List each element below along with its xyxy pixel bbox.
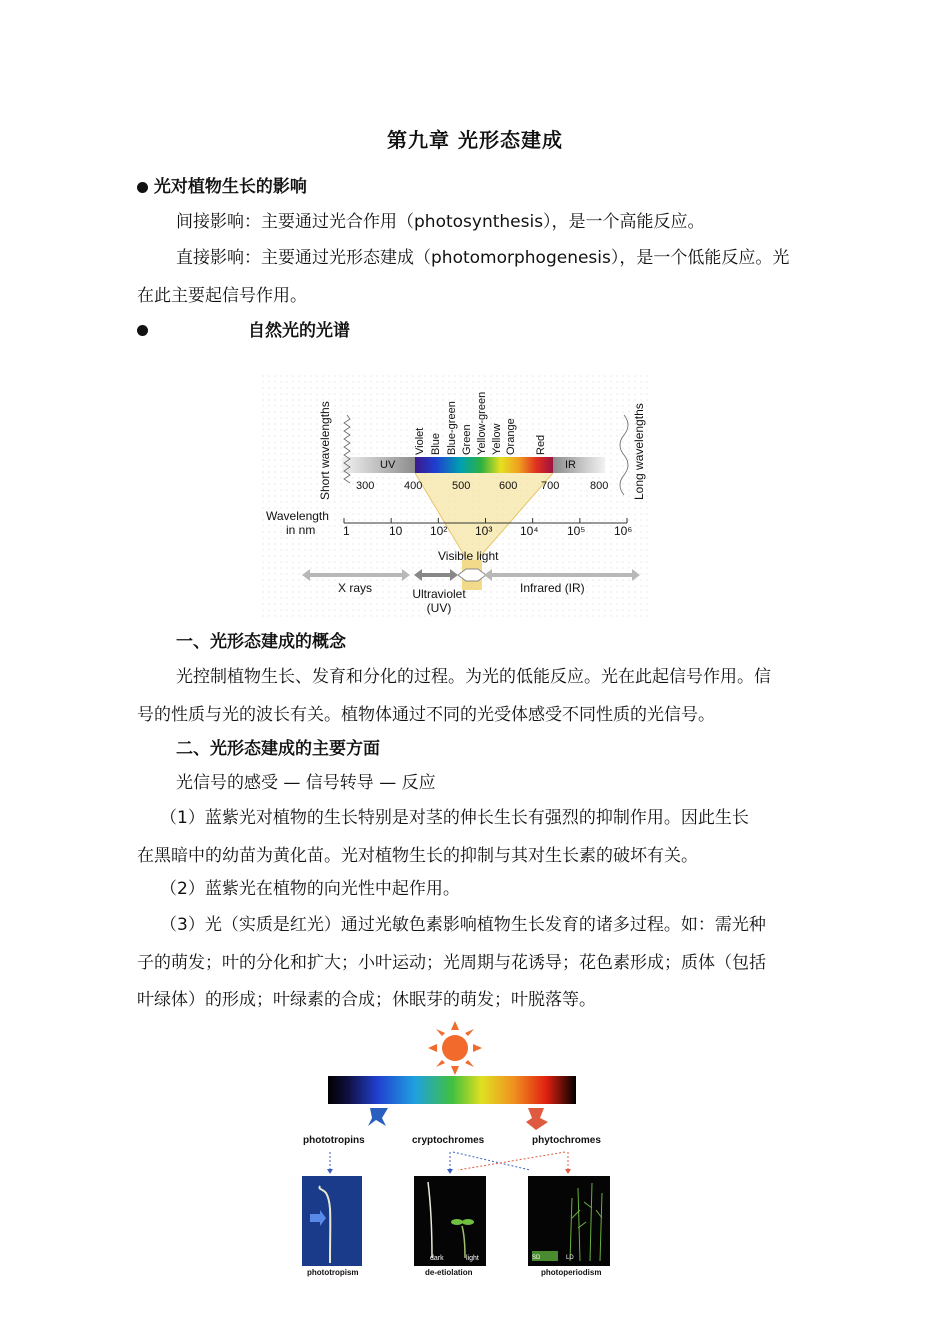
- bullet-icon: [137, 182, 148, 193]
- receptor-label: phytochromes: [532, 1135, 601, 1146]
- wavelength-label-line: in nm: [286, 523, 316, 537]
- nm-tick-label: 700: [541, 480, 560, 492]
- ir-label: IR: [565, 459, 576, 471]
- infrared-label: Infrared (IR): [520, 581, 585, 595]
- ultraviolet-label-line: Ultraviolet: [412, 587, 466, 601]
- effect-caption: photoperiodism: [541, 1268, 602, 1277]
- part-heading: 二、光形态建成的主要方面: [176, 739, 380, 759]
- nm-tick-label: 600: [499, 480, 518, 492]
- nm-tick-label: 500: [452, 480, 471, 492]
- short-wavelengths-label: Short wavelengths: [318, 401, 332, 500]
- paragraph-line: 子的萌发；叶的分化和扩大；小叶运动；光周期与花诱导；花色素形成；质体（包括: [137, 953, 766, 973]
- page-title: 第九章 光形态建成: [387, 128, 563, 152]
- section-heading: [137, 177, 307, 197]
- paragraph-line: 直接影响：主要通过光形态建成（photomorphogenesis），是一个低能反应。光: [176, 248, 790, 268]
- log-tick-label: 10³: [475, 524, 493, 538]
- paragraph-line: （2）蓝紫光在植物的向光性中起作用。: [160, 879, 460, 899]
- ultraviolet-label: [404, 587, 474, 615]
- color-name-label: Orange: [505, 418, 517, 455]
- color-name-label: Blue-green: [446, 401, 458, 455]
- paragraph-line: 号的性质与光的波长有关。植物体通过不同的光受体感受不同性质的光信号。: [137, 705, 715, 725]
- nm-tick-label: 300: [356, 480, 375, 492]
- color-name-label: Violet: [414, 427, 426, 455]
- sun-icon: [428, 1021, 482, 1075]
- log-tick-label: 10⁴: [520, 524, 539, 538]
- color-name-label: Yellow-green: [476, 391, 488, 455]
- wavelength-axis-label: [266, 509, 329, 537]
- nm-tick-label: 400: [404, 480, 423, 492]
- paragraph-line: （3）光（实质是红光）通过光敏色素影响植物生长发育的诸多过程。如：需光种: [160, 915, 766, 935]
- color-name-label: Yellow: [491, 423, 503, 455]
- bullet-icon: [137, 325, 148, 336]
- uv-label: UV: [380, 459, 396, 471]
- color-name-label: Green: [461, 424, 473, 455]
- paragraph-line: 叶绿体）的形成；叶绿素的合成；休眠芽的萌发；叶脱落等。: [137, 990, 596, 1010]
- spectrum-labels: [632, 380, 662, 500]
- long-wavelengths-label: Long wavelengths: [632, 403, 646, 500]
- log-tick-label: 10⁵: [567, 524, 586, 538]
- color-name-label: Red: [535, 434, 547, 455]
- flow-line: 光信号的感受 — 信号转导 — 反应: [176, 773, 436, 793]
- paragraph-line: 光控制植物生长、发育和分化的过程。为光的低能反应。光在此起信号作用。信: [176, 667, 771, 687]
- xrays-label: X rays: [338, 581, 373, 595]
- sd-label: SD: [532, 1255, 541, 1261]
- section-heading: 自然光的光谱: [248, 321, 350, 341]
- log-tick-label: 10⁶: [614, 524, 633, 538]
- effect-caption: phototropism: [307, 1268, 359, 1277]
- paragraph-line: 在此主要起信号作用。: [137, 286, 307, 306]
- wavelength-label-line: Wavelength: [266, 509, 329, 523]
- part-heading: 一、光形态建成的概念: [176, 632, 346, 652]
- ultraviolet-label-line: (UV): [426, 601, 452, 615]
- receptor-label: cryptochromes: [412, 1135, 485, 1146]
- effect-caption: de-etiolation: [425, 1268, 473, 1277]
- paragraph-line: 间接影响：主要通过光合作用（photosynthesis），是一个高能反应。: [176, 212, 705, 232]
- visible-light-label: Visible light: [438, 549, 499, 563]
- light-label: light: [466, 1255, 479, 1262]
- paragraph-line: 在黑暗中的幼苗为黄化苗。光对植物生长的抑制与其对生长素的破坏有关。: [137, 846, 698, 866]
- color-name-label: Blue: [430, 432, 442, 455]
- dark-label: dark: [430, 1255, 444, 1262]
- spectrum-labels: [318, 380, 348, 500]
- ld-label: LD: [566, 1255, 574, 1261]
- log-tick-label: 10²: [430, 524, 448, 538]
- log-tick-label: 1: [343, 524, 350, 538]
- nm-tick-label: 800: [590, 480, 609, 492]
- receptor-figure: [290, 1018, 620, 1283]
- paragraph-line: （1）蓝紫光对植物的生长特别是对茎的伸长生长有强烈的抑制作用。因此生长: [160, 808, 749, 828]
- log-tick-label: 10: [389, 524, 403, 538]
- section-heading-text: 光对植物生长的影响: [153, 177, 307, 197]
- receptor-label: phototropins: [303, 1135, 365, 1146]
